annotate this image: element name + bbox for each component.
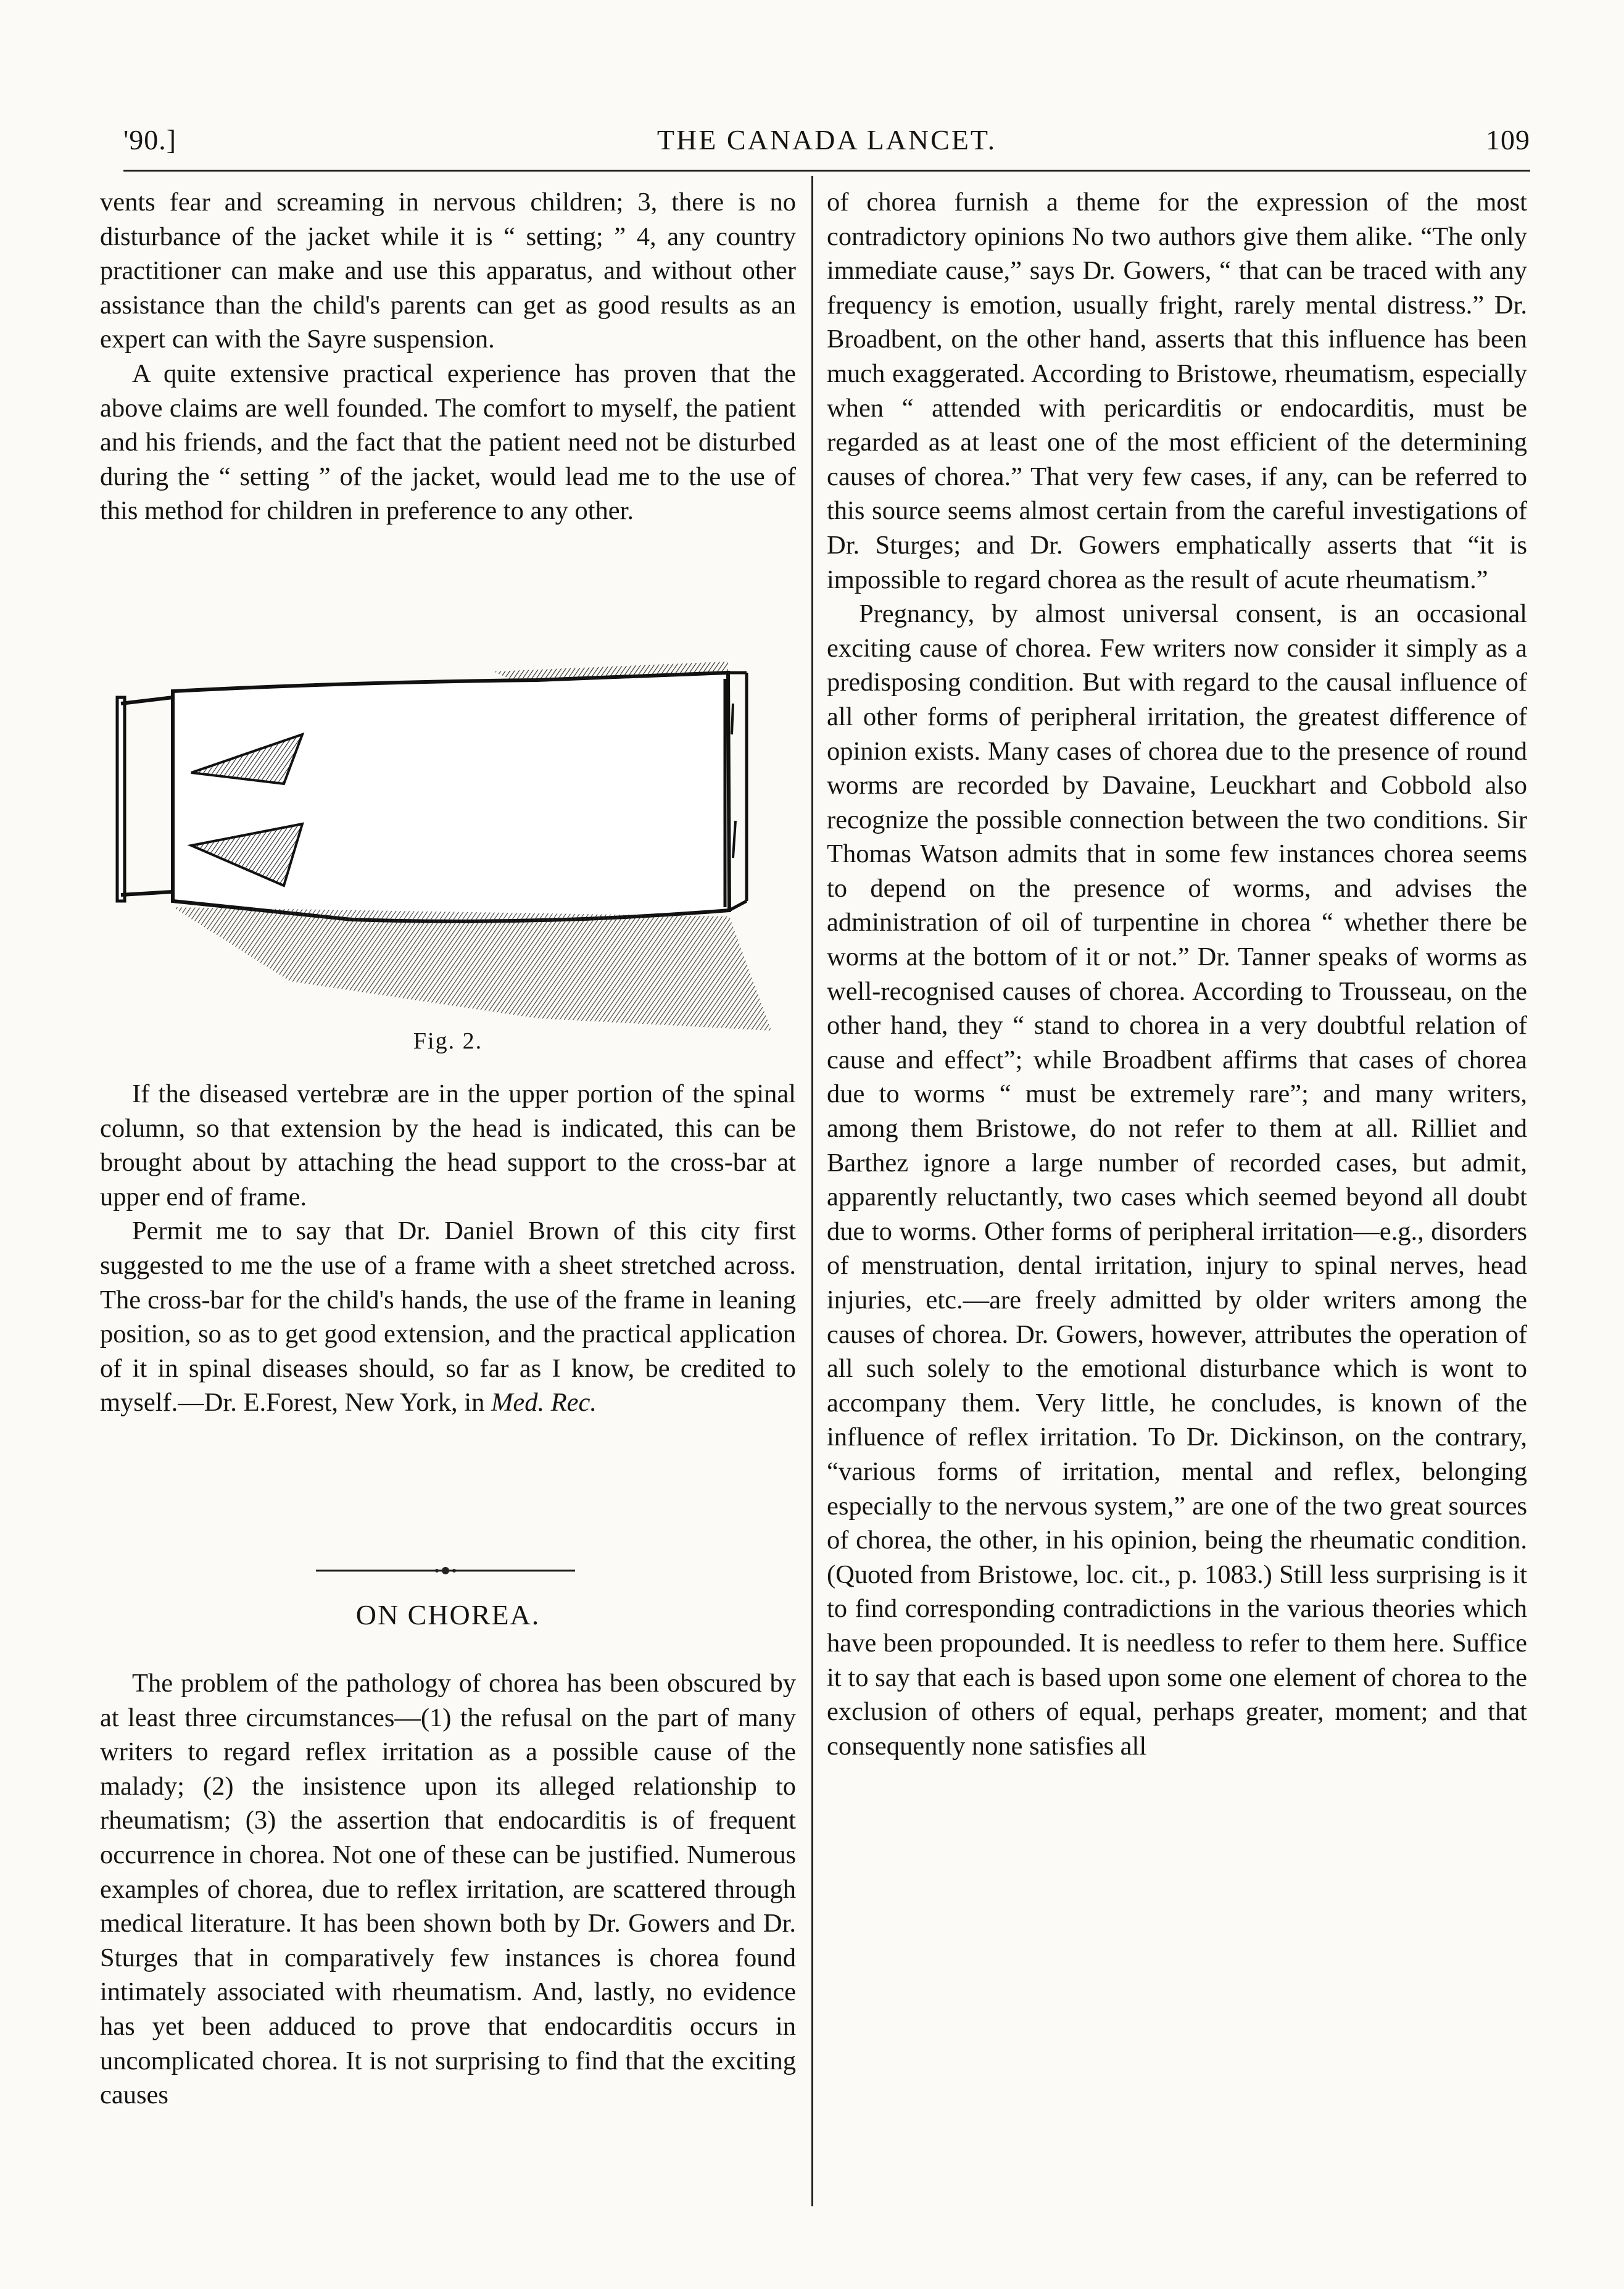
right-column [827, 185, 1527, 1763]
page-number: 109 [1486, 124, 1530, 156]
header-year: '90.] [123, 124, 177, 156]
figure-caption: Fig. 2. [413, 1028, 483, 1054]
paragraph: A quite extensive practical experience has proven that the above claims are well founded. The comfort to myself, the patient and his friends, and the fact that the patient need not be disturbed during the “ setting ” of the jacket, would lead me to the use of this method for children in preference to any other. [100, 359, 796, 526]
ornamental-rule [316, 1564, 575, 1577]
frame-illustration [105, 636, 796, 1043]
section-title: ON CHOREA. [355, 1599, 541, 1631]
paragraph: of chorea furnish a theme for the expression of the most contradictory opinions No two authors give them alike. “The only immediate cause,” says Dr. Gowers, “ that can be traced with any frequency is emotion, usually fright, rarely mental distress.” Dr. Broadbent, on the other hand, asserts that this influence has been much exaggerated. According to Bristowe, rheumatism, especially when “ attended with pericarditis or endocarditis, must be regarded as at least one of the most efficient of the determining causes of chorea.” That very few cases, if any, can be referred to this source seems almost certain from the careful investigations of Dr. Sturges; and Dr. Gowers emphatically asserts that “it is impossible to regard chorea as the result of acute rheumatism.” [827, 188, 1527, 594]
paragraph: If the diseased vertebræ are in the upper portion of the spinal column, so that extension by the head is indicated, this can be brought about by attaching the head support to the cross-bar at upper end of frame. [100, 1079, 796, 1211]
left-column-top [100, 185, 796, 528]
paragraph: The problem of the pathology of chorea has been obscured by at least three circumstances—(1) the refusal on the part of many writers to regard reflex irritation as a possible cause of the malady; (2) the insistence upon its alleged relationship to rheumatism; (3) the assertion that endocarditis is of frequent occurrence in chorea. Not one of these can be justified. Numerous examples of chorea, due to reflex irritation, are scattered through medical literature. It has been shown both by Dr. Gowers and Dr. Sturges that in comparatively few instances is chorea found intimately associated with rheumatism. And, lastly, no evidence has yet been adduced to prove that endocarditis occurs in uncomplicated chorea. It is not surprising to find that the exciting causes [100, 1669, 796, 2110]
left-column-after-figure [100, 1077, 796, 1420]
paragraph: Permit me to say that Dr. Daniel Brown of this city first suggested to me the use of a frame with a sheet stretched across. The cross-bar for the child's hands, the use of the frame in leaning position, so as to get good extension, and the practical application of it in spinal diseases should, so far as I know, be credited to myself.—Dr. E.Forest, New York, in [100, 1216, 796, 1418]
header-rule [123, 170, 1530, 172]
journal-title: THE CANADA LANCET. [657, 124, 997, 156]
paragraph: vents fear and screaming in nervous children; 3, there is no disturbance of the jacket while it is “ setting; ” 4, any country practitioner can make and use this apparatus, and without other assistance than the child's parents can get as good results as an expert can with the Sayre suspension. [100, 188, 796, 354]
citation: Med. Rec. [491, 1388, 597, 1418]
left-column-chorea [100, 1666, 796, 2112]
column-divider [811, 176, 813, 2206]
running-header [123, 123, 1530, 167]
paragraph: Pregnancy, by almost universal consent, is an occasional exciting cause of chorea. Few writers now consider it simply as a predisposing condition. But with regard to the causal influence of all other forms of peripheral irritation, the greatest difference of opinion exists. Many cases of chorea due to the presence of round worms are recorded by Davaine, Leuckhart and Cobbold also recognize the possible connection between the two conditions. Sir Thomas Watson admits that in some few instances chorea seems to depend on the presence of worms, and advises the administration of oil of turpentine in chorea “ whether there be worms at the bottom of it or not.” Dr. Tanner speaks of worms as well-recognised causes of chorea. According to Trousseau, on the other hand, they “ stand to chorea in a very doubtful relation of cause and effect”; while Broadbent affirms that cases of chorea due to worms “ must be extremely rare”; and many writers, among them Bristowe, do not refer to them at all. Rilliet and Barthez ignore a large number of recorded cases, but admit, apparently reluctantly, two cases which seemed beyond all doubt due to worms. Other forms of peripheral irritation—e.g., disorders of menstruation, dental irritation, injury to spinal nerves, head injuries, etc.—are freely admitted by older writers among the causes of chorea. Dr. Gowers, however, attributes the operation of all such solely to the emotional disturbance which is wont to accompany them. Very little, he concludes, is known of the influence of reflex irritation. To Dr. Dickinson, on the contrary, “various forms of irritation, mental and reflex, belonging especially to the nervous system,” are one of the two great sources of chorea, the other, in his opinion, being the rheumatic condition. (Quoted from Bristowe, loc. cit., p. 1083.) Still less surprising is it to find corresponding contradictions in the various theories which have been propounded. It is needless to refer to them here. Suffice it to say that each is based upon some one element of chorea to the exclusion of others of equal, perhaps greater, moment; and that consequently none satisfies all [827, 599, 1527, 1761]
